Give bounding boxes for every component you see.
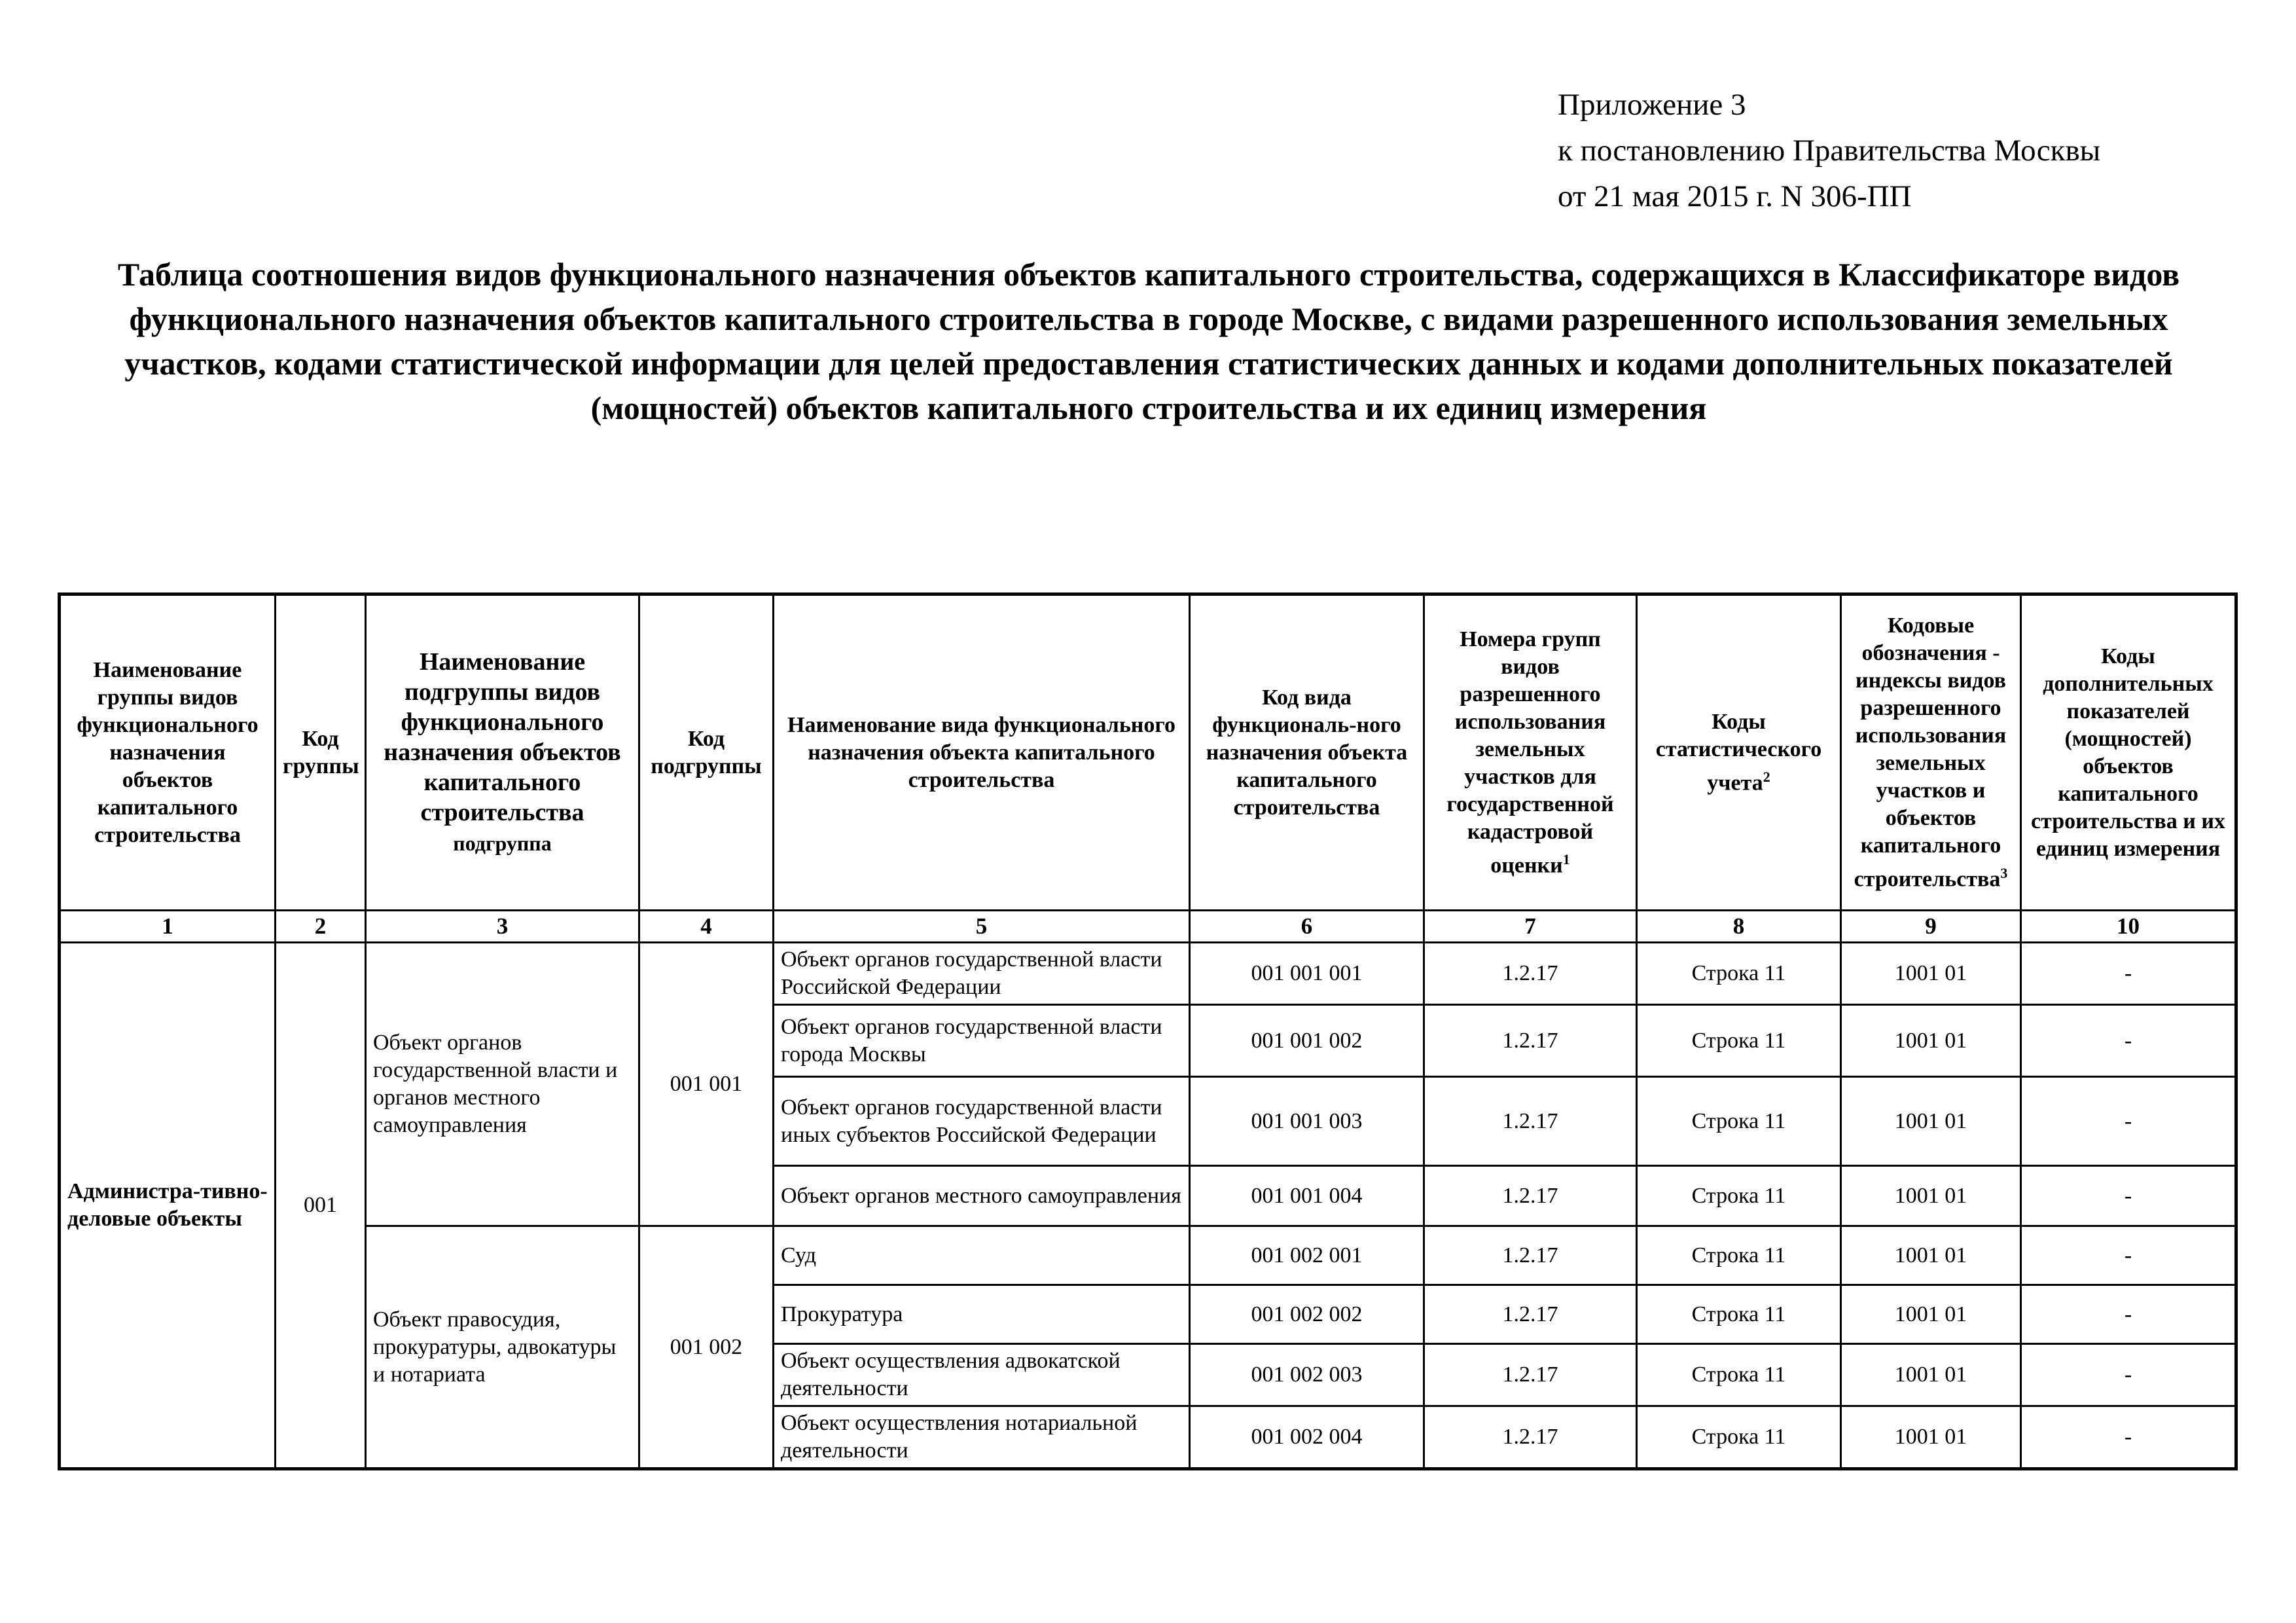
type-name-cell: Объект осуществления адвокатской деятельности bbox=[774, 1344, 1190, 1406]
appendix-line-1: Приложение 3 bbox=[1558, 88, 1746, 122]
column-number: 9 bbox=[1841, 911, 2021, 943]
header-type-code: Код вида функциональ-ного назначения объекта капитального строительства bbox=[1190, 594, 1424, 911]
header-subgroup-label: подгруппа bbox=[453, 831, 552, 855]
type-code-cell: 001 002 002 bbox=[1190, 1285, 1424, 1344]
extra-code-cell: - bbox=[2021, 1406, 2236, 1469]
land-use-group-cell: 1.2.17 bbox=[1424, 1285, 1637, 1344]
column-number: 4 bbox=[639, 911, 774, 943]
footnote-3: 3 bbox=[2000, 864, 2008, 881]
footnote-2: 2 bbox=[1763, 768, 1770, 785]
column-number: 3 bbox=[366, 911, 639, 943]
header-row bbox=[60, 594, 2236, 911]
land-use-group-cell: 1.2.17 bbox=[1424, 1226, 1637, 1285]
header-land-use-groups bbox=[1424, 594, 1637, 911]
index-code-cell: 1001 01 bbox=[1841, 1226, 2021, 1285]
appendix-block bbox=[1558, 82, 2100, 219]
header-subgroup-name bbox=[366, 594, 639, 911]
type-name-cell: Объект осуществления нотариальной деятельности bbox=[774, 1406, 1190, 1469]
extra-code-cell: - bbox=[2021, 1166, 2236, 1226]
subgroup-name-cell: Объект органов государственной власти и органов местного самоуправления bbox=[366, 943, 639, 1226]
type-code-cell: 001 001 003 bbox=[1190, 1077, 1424, 1166]
land-use-group-cell: 1.2.17 bbox=[1424, 1166, 1637, 1226]
group-name-cell: Администра-тивно-деловые объекты bbox=[60, 943, 276, 1469]
type-code-cell: 001 001 001 bbox=[1190, 943, 1424, 1005]
type-name-cell: Объект органов государственной власти иных субъектов Российской Федерации bbox=[774, 1077, 1190, 1166]
stat-code-cell: Строка 11 bbox=[1637, 1077, 1841, 1166]
land-use-group-cell: 1.2.17 bbox=[1424, 1344, 1637, 1406]
index-code-cell: 1001 01 bbox=[1841, 1166, 2021, 1226]
column-number: 2 bbox=[276, 911, 366, 943]
column-number: 8 bbox=[1637, 911, 1841, 943]
header-land-use-groups-text: Номера групп видов разрешенного использования земельных участков для государственной кадастровой оценки bbox=[1446, 627, 1614, 878]
header-stat-codes bbox=[1637, 594, 1841, 911]
index-code-cell: 1001 01 bbox=[1841, 1077, 2021, 1166]
header-group-name: Наименование группы видов функционального назначения объектов капитального строительства bbox=[60, 594, 276, 911]
column-number: 1 bbox=[60, 911, 276, 943]
extra-code-cell: - bbox=[2021, 1285, 2236, 1344]
document-title: Таблица соотношения видов функционального назначения объектов капитального строительства, содержащихся в Классификаторе видов функционального назначения объектов капитального строительства в городе Москве, с видами разрешенного использования земельных участков, кодами статистической информации для целей предоставления статистических данных и кодами дополнительных показателей (мощностей) объектов капитального строительства и их единиц измерения bbox=[117, 256, 2180, 426]
column-number: 7 bbox=[1424, 911, 1637, 943]
header-index-codes-text: Кодовые обозначения - индексы видов разрешенного использования земельных участков и объектов капитального строительства bbox=[1854, 613, 2007, 892]
index-code-cell: 1001 01 bbox=[1841, 1005, 2021, 1077]
land-use-group-cell: 1.2.17 bbox=[1424, 1406, 1637, 1469]
stat-code-cell: Строка 11 bbox=[1637, 1166, 1841, 1226]
index-code-cell: 1001 01 bbox=[1841, 1406, 2021, 1469]
type-name-cell: Объект органов местного самоуправления bbox=[774, 1166, 1190, 1226]
type-name-cell: Объект органов государственной власти города Москвы bbox=[774, 1005, 1190, 1077]
land-use-group-cell: 1.2.17 bbox=[1424, 1077, 1637, 1166]
header-subgroup-name-text: Наименование подгруппы видов функционального назначения объектов капитального строительства bbox=[384, 648, 621, 826]
header-stat-codes-text: Коды статистического учета bbox=[1655, 709, 1822, 795]
classification-table bbox=[58, 593, 2238, 1470]
type-code-cell: 001 002 004 bbox=[1190, 1406, 1424, 1469]
type-name-cell: Прокуратура bbox=[774, 1285, 1190, 1344]
stat-code-cell: Строка 11 bbox=[1637, 943, 1841, 1005]
appendix-line-2: к постановлению Правительства Москвы bbox=[1558, 134, 2101, 168]
type-code-cell: 001 002 003 bbox=[1190, 1344, 1424, 1406]
index-code-cell: 1001 01 bbox=[1841, 943, 2021, 1005]
type-code-cell: 001 001 004 bbox=[1190, 1166, 1424, 1226]
table-row bbox=[60, 1226, 2236, 1285]
header-index-codes bbox=[1841, 594, 2021, 911]
stat-code-cell: Строка 11 bbox=[1637, 1005, 1841, 1077]
type-name-cell: Суд bbox=[774, 1226, 1190, 1285]
type-code-cell: 001 001 002 bbox=[1190, 1005, 1424, 1077]
column-number: 6 bbox=[1190, 911, 1424, 943]
index-code-cell: 1001 01 bbox=[1841, 1285, 2021, 1344]
stat-code-cell: Строка 11 bbox=[1637, 1226, 1841, 1285]
appendix-line-3: от 21 мая 2015 г. N 306-ПП bbox=[1558, 179, 1912, 213]
group-code-cell: 001 bbox=[276, 943, 366, 1469]
table-row bbox=[60, 943, 2236, 1005]
header-group-code: Код группы bbox=[276, 594, 366, 911]
header-extra-codes: Коды дополнительных показателей (мощностей) объектов капитального строительства и их единиц измерения bbox=[2021, 594, 2236, 911]
type-code-cell: 001 002 001 bbox=[1190, 1226, 1424, 1285]
column-number: 5 bbox=[774, 911, 1190, 943]
column-numbers-row bbox=[60, 911, 2236, 943]
column-number: 10 bbox=[2021, 911, 2236, 943]
subgroup-name-cell: Объект правосудия, прокуратуры, адвокатуры и нотариата bbox=[366, 1226, 639, 1469]
index-code-cell: 1001 01 bbox=[1841, 1344, 2021, 1406]
type-name-cell: Объект органов государственной власти Российской Федерации bbox=[774, 943, 1190, 1005]
header-subgroup-code: Код подгруппы bbox=[639, 594, 774, 911]
stat-code-cell: Строка 11 bbox=[1637, 1344, 1841, 1406]
subgroup-code-cell: 001 001 bbox=[639, 943, 774, 1226]
stat-code-cell: Строка 11 bbox=[1637, 1285, 1841, 1344]
header-type-name: Наименование вида функционального назначения объекта капитального строительства bbox=[774, 594, 1190, 911]
footnote-1: 1 bbox=[1562, 850, 1570, 867]
subgroup-code-cell: 001 002 bbox=[639, 1226, 774, 1469]
extra-code-cell: - bbox=[2021, 1344, 2236, 1406]
extra-code-cell: - bbox=[2021, 1077, 2236, 1166]
stat-code-cell: Строка 11 bbox=[1637, 1406, 1841, 1469]
extra-code-cell: - bbox=[2021, 1226, 2236, 1285]
extra-code-cell: - bbox=[2021, 943, 2236, 1005]
extra-code-cell: - bbox=[2021, 1005, 2236, 1077]
land-use-group-cell: 1.2.17 bbox=[1424, 943, 1637, 1005]
land-use-group-cell: 1.2.17 bbox=[1424, 1005, 1637, 1077]
